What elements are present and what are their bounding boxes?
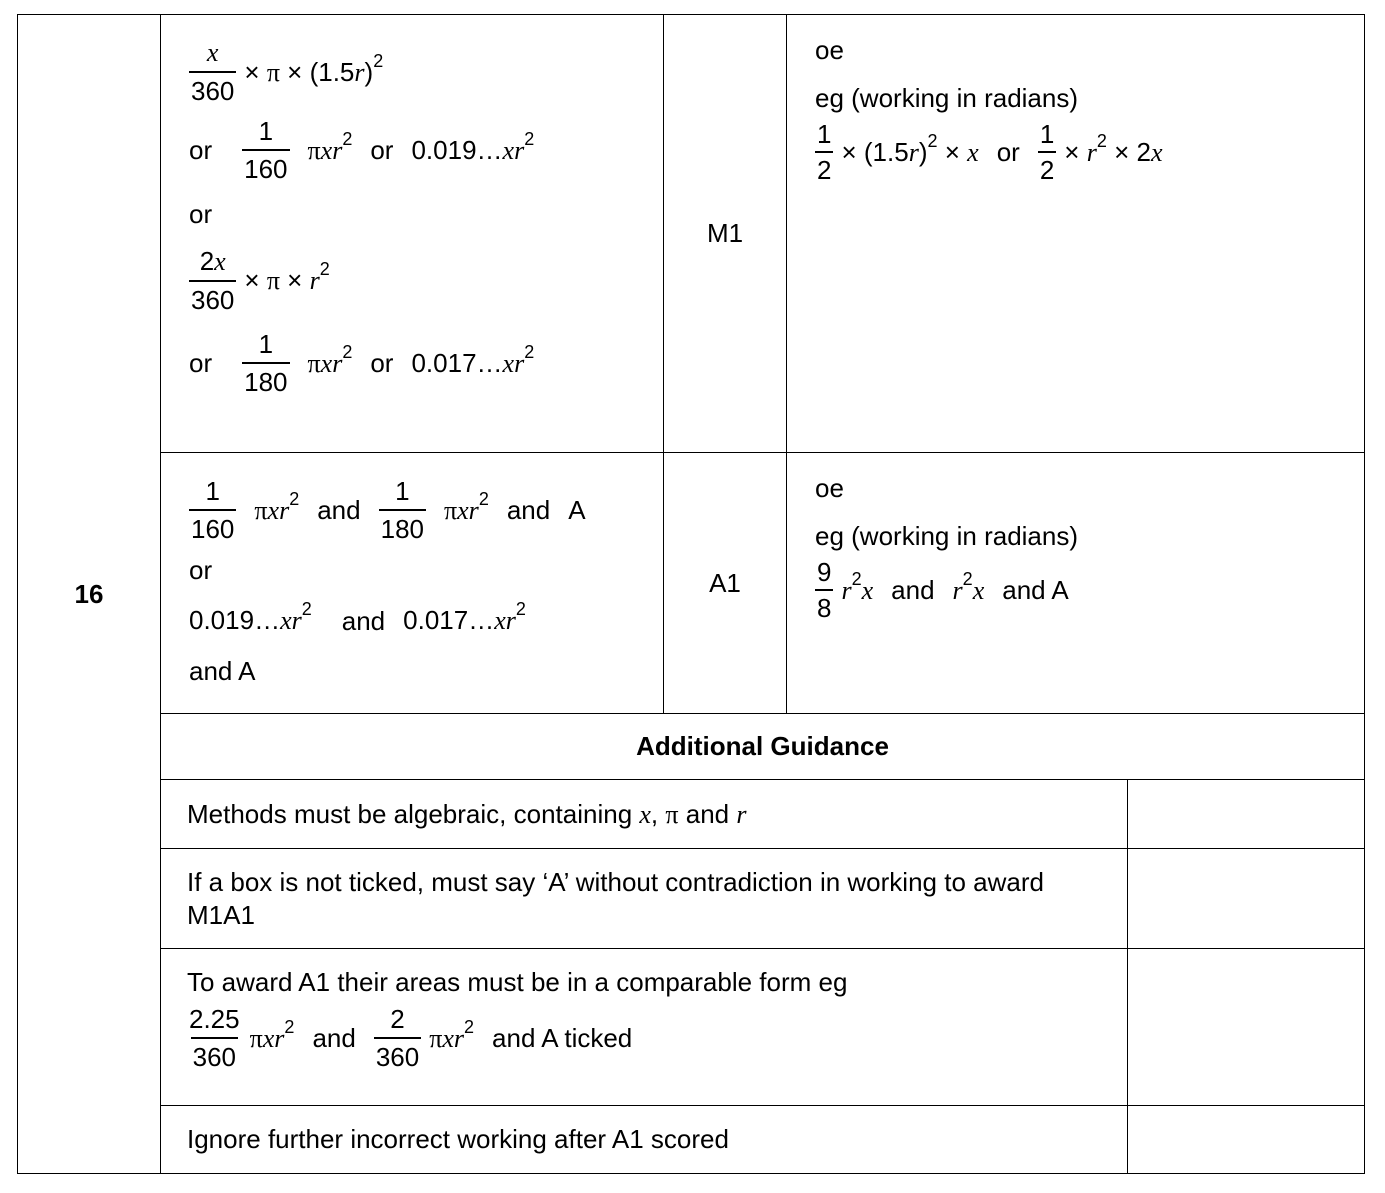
m1-radian-example: $\frac{1}{2}$ × $(1.5r)^2 \times x$ or $\frac{1}{2}$ × $r^2 \times 2x$ xyxy=(817,119,1163,185)
mark-scheme-table xyxy=(17,14,1365,1174)
guidance-item-3: To award A1 their areas must be in a comparable form eg $\frac{2.25}{360}$ πxr$^2$ and $\frac{2}{360}$ πxr$^2$ and A ticked xyxy=(161,949,1128,1106)
working-cell-a1 xyxy=(161,453,664,714)
mark-m1: M1 xyxy=(664,15,787,453)
guidance-item-4: Ignore further incorrect working after A1 scored xyxy=(161,1106,1128,1174)
a1-expression-2: $0.019\dots xr^2$ and $0.017\dots xr^2$ xyxy=(189,599,526,636)
m1-expression-2: or $\frac{1}{160}$ πxr$^2$ or $0.019\dots xr^2$ xyxy=(189,116,535,184)
a1-expression-1: $\frac{1}{160}$ πxr$^2$ and $\frac{1}{180}$ πxr$^2$ and A xyxy=(191,476,586,544)
m1-or: or xyxy=(189,199,213,229)
m1-expression-1: $\frac{x}{360}$ × $\pi \times (1.5r)^2$ xyxy=(191,38,384,106)
m1-expression-4: or $\frac{1}{180}$ πxr$^2$ or $0.017\dots xr^2$ xyxy=(189,329,535,397)
additional-guidance-heading: Additional Guidance xyxy=(161,714,1365,780)
a1-radian-example: $\frac{9}{8}$ $r^2x$ and $r^2x$ and A xyxy=(817,557,1069,623)
comment-cell-m1 xyxy=(787,15,1365,453)
guidance-mark-cell-2 xyxy=(1128,849,1365,949)
guidance-item-2: If a box is not ticked, must say ‘A’ without contradiction in working to award M1A1 xyxy=(161,849,1128,949)
mark-a1: A1 xyxy=(664,453,787,714)
a1-and-a: and A xyxy=(189,656,256,686)
working-cell-m1 xyxy=(161,15,664,453)
question-number: 16 xyxy=(18,15,161,1174)
oe-label: oe xyxy=(815,35,844,65)
guidance-mark-cell-4 xyxy=(1128,1106,1365,1174)
guidance-mark-cell-3 xyxy=(1128,949,1365,1106)
comparable-form-example: $\frac{2.25}{360}$ πxr$^2$ and $\frac{2}{360}$ πxr$^2$ and A ticked xyxy=(189,1004,633,1072)
eg-label: eg (working in radians) xyxy=(815,521,1079,551)
oe-label: oe xyxy=(815,473,844,503)
comment-cell-a1 xyxy=(787,453,1365,714)
fraction-x-over-360: $\frac{x}{360}$ xyxy=(191,38,235,106)
guidance-mark-cell-1 xyxy=(1128,780,1365,849)
guidance-text: Methods must be algebraic, containing x, π and r xyxy=(187,798,747,829)
a1-or: or xyxy=(189,555,213,585)
guidance-item-1 xyxy=(161,780,1128,849)
m1-expression-3: $\frac{2x}{360}$ × $\pi \times r^2$ xyxy=(191,246,330,315)
eg-label: eg (working in radians) xyxy=(815,83,1079,113)
